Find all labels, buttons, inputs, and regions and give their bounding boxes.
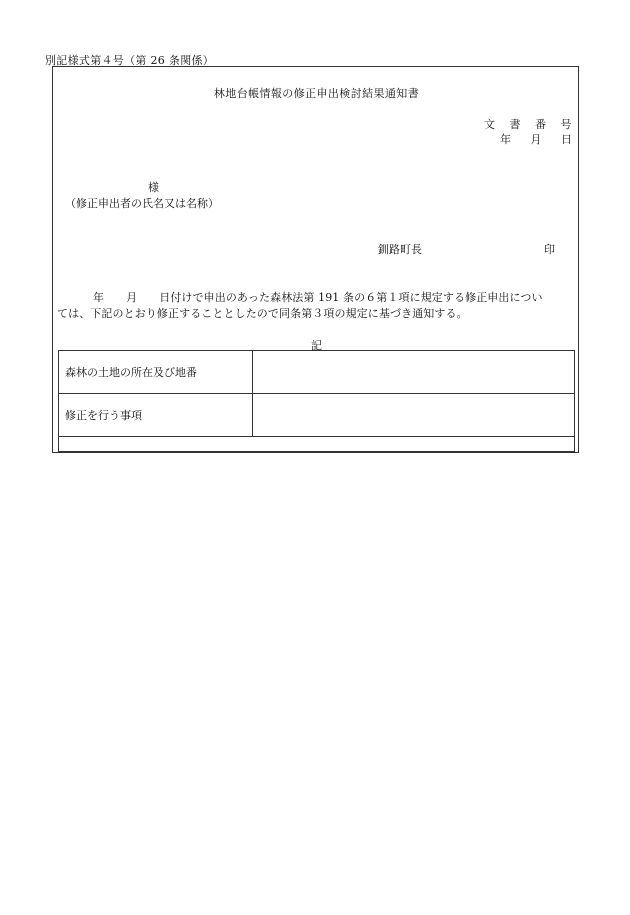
table-value-location [253, 351, 575, 394]
ki-heading: 記 [311, 339, 322, 352]
table-blank-cell [59, 437, 575, 452]
addressee-honorific: 様 [148, 181, 159, 194]
document-frame [52, 66, 579, 453]
document-title: 林地台帳情報の修正申出検討結果通知書 [213, 87, 420, 100]
detail-table [58, 350, 575, 452]
body-month: 月 [126, 291, 138, 304]
seal-mark: 印 [544, 243, 555, 256]
body-year: 年 [93, 291, 105, 304]
document-date-label: 年 月 日 [500, 133, 572, 146]
table-row [59, 351, 575, 394]
table-value-correction [253, 394, 575, 437]
table-row [59, 394, 575, 437]
body-text-line1: 日付けで申出のあった森林法第 191 条の６第１項に規定する修正申出につい [159, 291, 543, 304]
sender-name: 釧路町長 [378, 243, 422, 256]
document-number-label: 文 書 番 号 [484, 118, 572, 131]
addressee-note: （修正申出者の氏名又は名称） [65, 197, 219, 210]
table-label-correction: 修正を行う事項 [59, 394, 253, 437]
form-reference: 別記様式第４号（第 26 条関係） [45, 54, 215, 67]
body-text-line2: ては、下記のとおり修正することとしたので同条第３項の規定に基づき通知する。 [57, 307, 468, 320]
notice-body [57, 290, 574, 322]
table-label-location: 森林の土地の所在及び地番 [59, 351, 253, 394]
table-row-blank [59, 437, 575, 452]
